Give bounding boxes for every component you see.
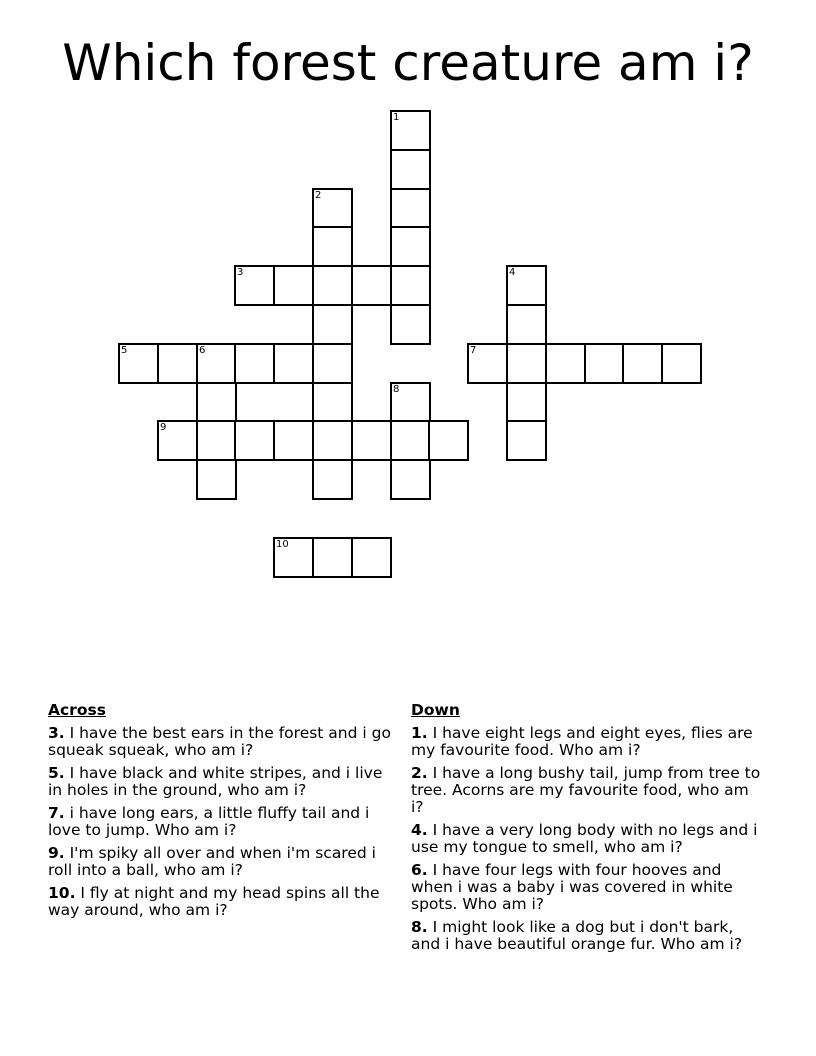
grid-cell[interactable] [622, 343, 663, 384]
grid-cell[interactable] [273, 420, 314, 461]
clue-text: I have a very long body with no legs and i use my tongue to smell, who am i? [411, 821, 758, 856]
grid-cell[interactable] [312, 459, 353, 500]
grid-cell[interactable] [428, 420, 469, 461]
clue-number: 8. [411, 918, 428, 936]
grid-cell[interactable] [661, 343, 702, 384]
across-heading: Across [48, 701, 106, 719]
cell-number: 3 [237, 267, 244, 278]
clue-across-7 [48, 805, 393, 839]
grid-cell[interactable] [506, 382, 547, 423]
grid-cell[interactable] [351, 420, 392, 461]
grid-cell[interactable] [312, 188, 353, 229]
clue-number: 6. [411, 861, 428, 879]
clue-text: I have eight legs and eight eyes, flies are my favourite food. Who am i? [411, 724, 753, 759]
grid-cell[interactable] [390, 459, 431, 500]
clue-text: I have a long bushy tail, jump from tree to tree. Acorns are my favourite food, who am i? [411, 764, 761, 816]
grid-cell[interactable] [157, 420, 198, 461]
down-heading: Down [411, 701, 460, 719]
clue-across-9 [48, 845, 393, 879]
grid-cell[interactable] [506, 420, 547, 461]
clue-across-10 [48, 885, 393, 919]
grid-cell[interactable] [390, 382, 431, 423]
clue-text: I'm spiky all over and when i'm scared i roll into a ball, who am i? [48, 844, 376, 879]
grid-cell[interactable] [312, 226, 353, 267]
clue-number: 2. [411, 764, 428, 782]
grid-cell[interactable] [312, 304, 353, 345]
cell-number: 4 [509, 267, 516, 278]
cell-number: 10 [276, 539, 289, 550]
grid-cell[interactable] [390, 149, 431, 190]
cell-number: 9 [160, 422, 167, 433]
grid-cell[interactable] [196, 343, 237, 384]
clue-text: I might look like a dog but i don't bark, and i have beautiful orange fur. Who am i? [411, 918, 743, 953]
clue-down-6 [411, 862, 761, 913]
grid-cell[interactable] [351, 265, 392, 306]
clue-across-5 [48, 765, 393, 799]
cell-number: 5 [121, 345, 128, 356]
grid-cell[interactable] [312, 265, 353, 306]
grid-cell[interactable] [157, 343, 198, 384]
clue-down-1 [411, 725, 761, 759]
grid-cell[interactable] [506, 265, 547, 306]
grid-cell[interactable] [545, 343, 586, 384]
clue-text: I have four legs with four hooves and when i was a baby i was covered in white spots. Who am i? [411, 861, 733, 913]
clue-text: i have long ears, a little fluffy tail and i love to jump. Who am i? [48, 804, 370, 839]
clue-text: I fly at night and my head spins all the way around, who am i? [48, 884, 380, 919]
grid-cell[interactable] [273, 343, 314, 384]
grid-cell[interactable] [234, 265, 275, 306]
grid-cell[interactable] [390, 265, 431, 306]
grid-cell[interactable] [312, 537, 353, 578]
clue-number: 4. [411, 821, 428, 839]
clue-down-2 [411, 765, 761, 816]
clue-text: I have black and white stripes, and i live in holes in the ground, who am i? [48, 764, 383, 799]
cell-number: 1 [393, 112, 400, 123]
grid-cell[interactable] [390, 304, 431, 345]
cell-number: 2 [315, 190, 322, 201]
cell-number: 8 [393, 384, 400, 395]
grid-cell[interactable] [312, 382, 353, 423]
grid-cell[interactable] [584, 343, 625, 384]
cell-number: 6 [199, 345, 206, 356]
grid-cell[interactable] [390, 420, 431, 461]
grid-cell[interactable] [390, 226, 431, 267]
grid-cell[interactable] [390, 188, 431, 229]
grid-cell[interactable] [273, 537, 314, 578]
clue-number: 3. [48, 724, 65, 742]
grid-cell[interactable] [390, 110, 431, 151]
clue-number: 10. [48, 884, 76, 902]
down-clues [411, 702, 761, 959]
grid-cell[interactable] [196, 459, 237, 500]
grid-cell[interactable] [351, 537, 392, 578]
grid-cell[interactable] [196, 420, 237, 461]
clue-number: 1. [411, 724, 428, 742]
clue-number: 7. [48, 804, 65, 822]
cell-number: 7 [470, 345, 477, 356]
clue-number: 5. [48, 764, 65, 782]
clue-down-8 [411, 919, 761, 953]
grid-cell[interactable] [467, 343, 508, 384]
clue-down-4 [411, 822, 761, 856]
across-clues [48, 702, 393, 925]
grid-cell[interactable] [118, 343, 159, 384]
grid-cell[interactable] [273, 265, 314, 306]
grid-cell[interactable] [234, 343, 275, 384]
grid-cell[interactable] [196, 382, 237, 423]
grid-cell[interactable] [312, 420, 353, 461]
clue-number: 9. [48, 844, 65, 862]
clue-across-3 [48, 725, 393, 759]
grid-cell[interactable] [506, 343, 547, 384]
grid-cell[interactable] [234, 420, 275, 461]
clue-text: I have the best ears in the forest and i go squeak squeak, who am i? [48, 724, 391, 759]
page-title: Which forest creature am i? [62, 34, 754, 92]
grid-cell[interactable] [312, 343, 353, 384]
grid-cell[interactable] [506, 304, 547, 345]
